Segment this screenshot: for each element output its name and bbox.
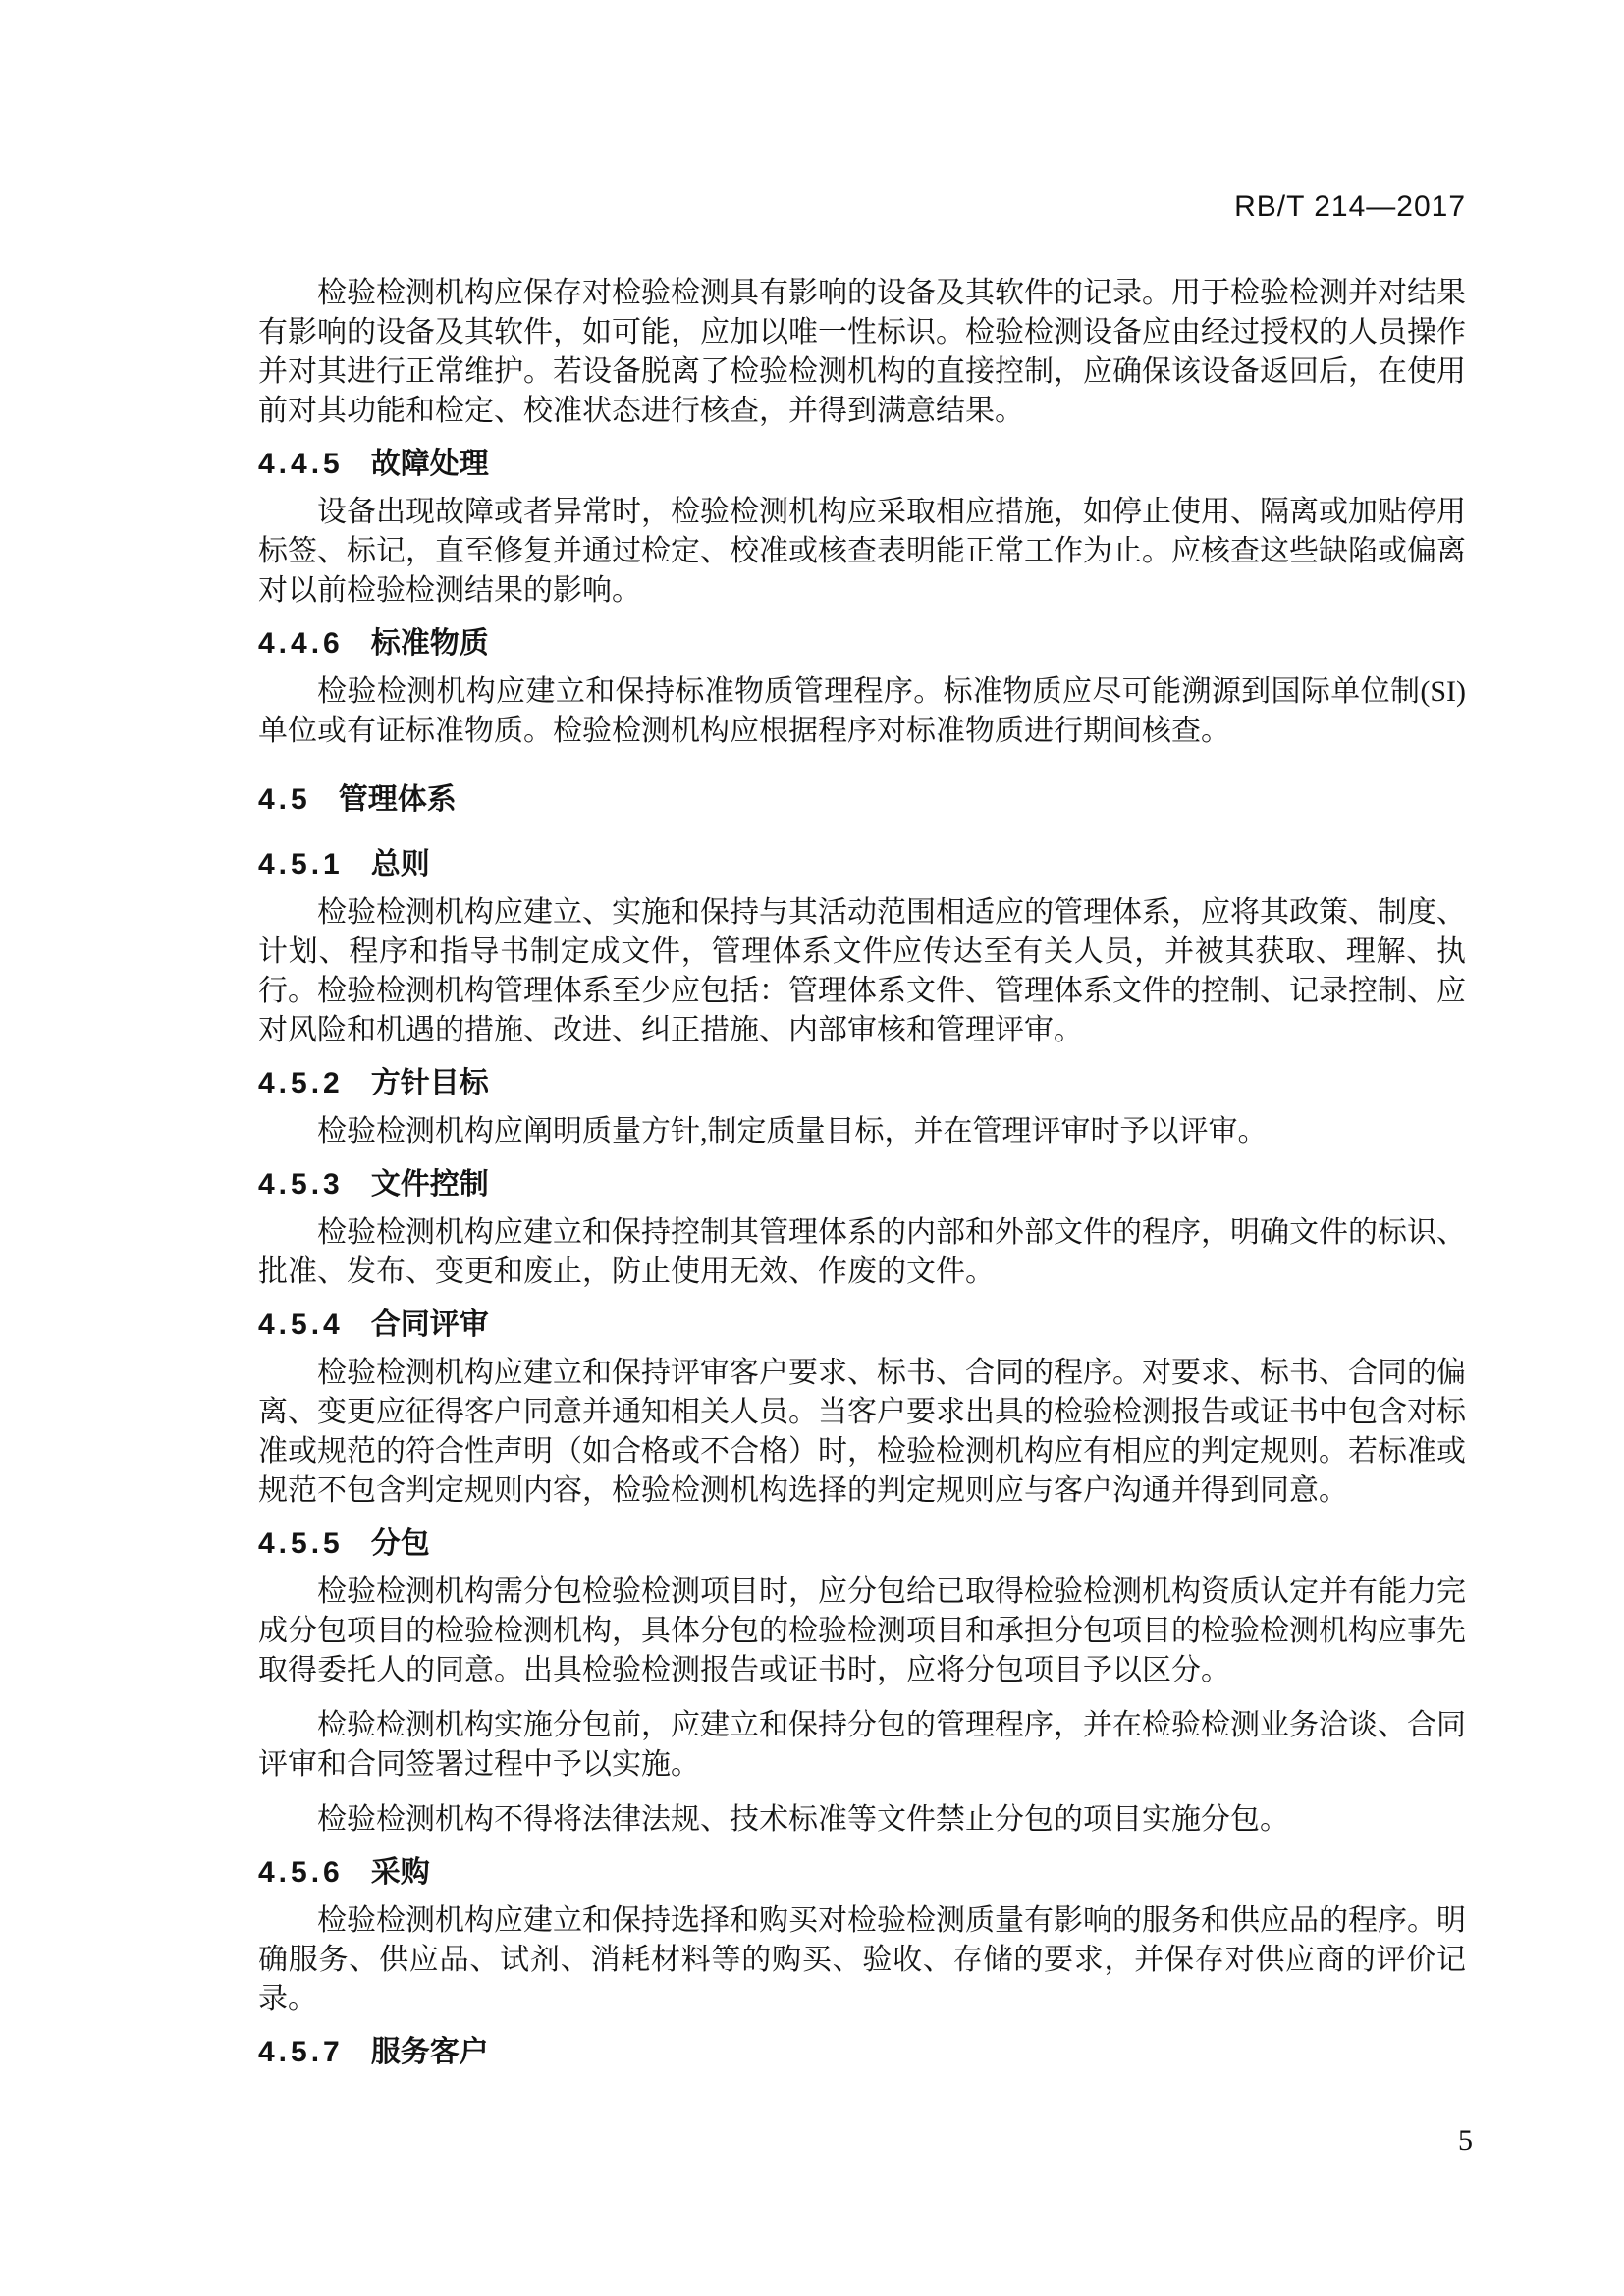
section-title: 服务客户 <box>370 2036 489 2068</box>
section-heading-4.5.7 <box>258 2033 1466 2072</box>
paragraph: 检验检测机构实施分包前，应建立和保持分包的管理程序，并在检验检测业务洽谈、合同评审和合同签署过程中予以实施。 <box>258 1709 1466 1781</box>
section-number: 4.5 <box>258 783 311 816</box>
section-number: 4.5.6 <box>258 1856 344 1889</box>
section-heading-4.5.1 <box>258 845 1466 884</box>
section-number: 4.4.6 <box>258 627 344 660</box>
section-title: 分包 <box>370 1527 430 1560</box>
section-heading-4.5.4 <box>258 1306 1466 1345</box>
section-heading-4.4.6 <box>258 624 1466 664</box>
section-title: 总则 <box>370 848 430 881</box>
paragraph: 检验检测机构需分包检验检测项目时，应分包给已取得检验检测机构资质认定并有能力完成分包项目的检验检测机构，具体分包的检验检测项目和承担分包项目的检验检测机构应事先取得委托人的同意。出具检验检测报告或证书时，应将分包项目予以区分。 <box>258 1575 1466 1686</box>
section-title: 标准物质 <box>370 627 489 660</box>
section-number: 4.5.7 <box>258 2036 344 2068</box>
paragraph: 检验检测机构不得将法律法规、技术标准等文件禁止分包的项目实施分包。 <box>317 1803 1289 1836</box>
standard-code-header: RB/T 214—2017 <box>1234 190 1466 223</box>
section-number: 4.5.5 <box>258 1527 344 1560</box>
paragraph: 设备出现故障或者异常时，检验检测机构应采取相应措施，如停止使用、隔离或加贴停用标签、标记，直至修复并通过检定、校准或核查表明能正常工作为止。应核查这些缺陷或偏离对以前检验检测结果的影响。 <box>258 496 1466 607</box>
page-number: 5 <box>1458 2124 1473 2157</box>
section-title: 合同评审 <box>370 1308 489 1341</box>
paragraph: 检验检测机构应建立、实施和保持与其活动范围相适应的管理体系，应将其政策、制度、计划、程序和指导书制定成文件，管理体系文件应传达至有关人员，并被其获取、理解、执行。检验检测机构管理体系至少应包括：管理体系文件、管理体系文件的控制、记录控制、应对风险和机遇的措施、改进、纠正措施、内部审核和管理评审。 <box>258 896 1466 1046</box>
section-number: 4.5.2 <box>258 1067 344 1099</box>
section-heading-4.4.5 <box>258 445 1466 484</box>
section-number: 4.4.5 <box>258 448 344 480</box>
paragraph: 检验检测机构应建立和保持选择和购买对检验检测质量有影响的服务和供应品的程序。明确服务、供应品、试剂、消耗材料等的购买、验收、存储的要求，并保存对供应商的评价记录。 <box>258 1904 1466 2015</box>
section-heading-4.5.6 <box>258 1853 1466 1893</box>
section-number: 4.5.4 <box>258 1308 344 1341</box>
paragraph: 检验检测机构应建立和保持标准物质管理程序。标准物质应尽可能溯源到国际单位制(SI)单位或有证标准物质。检验检测机构应根据程序对标准物质进行期间核查。 <box>258 675 1466 747</box>
paragraph: 检验检测机构应建立和保持评审客户要求、标书、合同的程序。对要求、标书、合同的偏离、变更应征得客户同意并通知相关人员。当客户要求出具的检验检测报告或证书中包含对标准或规范的符合性声明（如合格或不合格）时，检验检测机构应有相应的判定规则。若标准或规范不包含判定规则内容，检验检测机构选择的判定规则应与客户沟通并得到同意。 <box>258 1357 1466 1507</box>
document-body <box>258 274 1466 2072</box>
section-heading-4.5 <box>258 780 1466 820</box>
section-title: 采购 <box>370 1856 430 1889</box>
paragraph: 检验检测机构应阐明质量方针,制定质量目标，并在管理评审时予以评审。 <box>317 1115 1268 1148</box>
section-title: 方针目标 <box>370 1067 489 1099</box>
section-number: 4.5.1 <box>258 848 344 881</box>
section-title: 管理体系 <box>338 783 457 816</box>
section-heading-4.5.2 <box>258 1064 1466 1103</box>
section-title: 文件控制 <box>370 1168 489 1201</box>
section-number: 4.5.3 <box>258 1168 344 1201</box>
section-title: 故障处理 <box>370 448 489 480</box>
section-heading-4.5.3 <box>258 1165 1466 1204</box>
section-heading-4.5.5 <box>258 1524 1466 1564</box>
paragraph: 检验检测机构应建立和保持控制其管理体系的内部和外部文件的程序，明确文件的标识、批准、发布、变更和废止，防止使用无效、作废的文件。 <box>258 1216 1466 1288</box>
paragraph: 检验检测机构应保存对检验检测具有影响的设备及其软件的记录。用于检验检测并对结果有影响的设备及其软件，如可能，应加以唯一性标识。检验检测设备应由经过授权的人员操作并对其进行正常维护。若设备脱离了检验检测机构的直接控制，应确保该设备返回后，在使用前对其功能和检定、校准状态进行核查，并得到满意结果。 <box>258 277 1466 427</box>
